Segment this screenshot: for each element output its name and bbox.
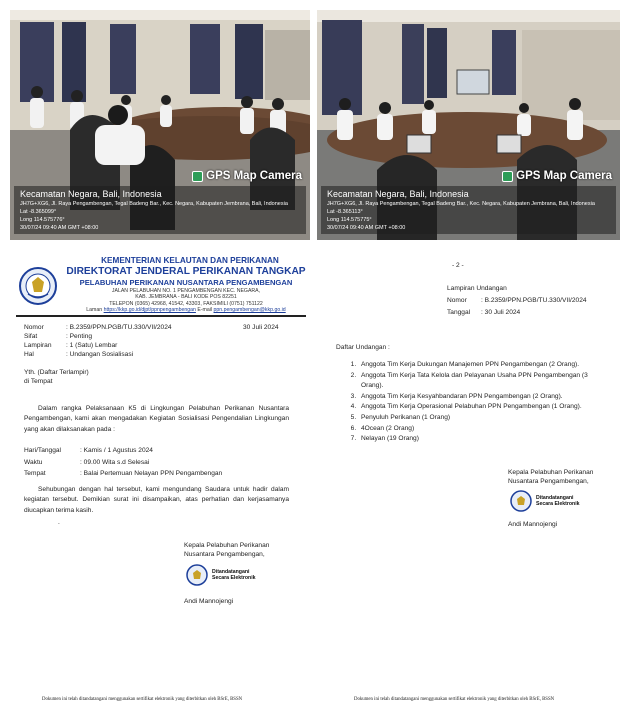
esign-footer-note: Dokumen ini telah ditandatangani menggunakan sertifikat elektronik yang diterbitkan oleh BSrE, BSSN bbox=[42, 697, 243, 702]
meeting-photo-right bbox=[317, 10, 620, 240]
gps-long: Long 114.575776° bbox=[20, 217, 65, 223]
gps-lat: Lat -8.365099° bbox=[20, 209, 57, 215]
meta-value: : B.2359/PPN.PGB/TU.330/VII/2024 bbox=[66, 324, 172, 331]
gps-address: JH7G+XG6, Jl. Raya Pengambengan, Tegal Badeng Bar., Kec. Negara, Kabupaten Jembrana, Bali, Indonesia bbox=[20, 201, 288, 207]
gps-camera-icon bbox=[502, 171, 513, 182]
schedule-value: : 09.00 Wita s.d Selesai bbox=[80, 459, 150, 466]
gps-datetime: 30/07/24 09:40 AM GMT +08:00 bbox=[327, 225, 406, 231]
meeting-photo-left bbox=[10, 10, 310, 240]
gps-info-overlay bbox=[14, 186, 306, 234]
gps-address: JH7G+XG6, Jl. Raya Pengambengan, Tegal Badeng Bar., Kec. Negara, Kabupaten Jembrana, Bali, Indonesia bbox=[327, 201, 595, 207]
stray-dot: . bbox=[58, 519, 60, 526]
invitee-item: 2. Anggota Tim Kerja Tata Kelola dan Pelayanan Usaha PPN Pengambengan (3 Orang). bbox=[358, 371, 606, 392]
schedule-label: Tempat bbox=[24, 470, 46, 477]
invitee-item: 6. 4Ocean (2 Orang) bbox=[358, 424, 606, 435]
invitee-item: 5. Penyuluh Perikanan (1 Orang) bbox=[358, 413, 606, 424]
phone-line: TELEPON (0365) 42968, 41542, 43303, FAKSIMILI (0751) 751122 bbox=[109, 300, 263, 307]
signer-name: Andi Mannojengi bbox=[508, 521, 558, 528]
meta-value: : Penting bbox=[66, 333, 93, 340]
invitee-item: 3. Anggota Tim Kerja Kesyahbandaran PPN Pengambengan (2 Orang). bbox=[358, 392, 606, 403]
signer-title-1: Kepala Pelabuhan Perikanan bbox=[184, 542, 270, 549]
esign-line-1: Ditandatangani bbox=[212, 568, 250, 575]
signer-title-2: Nusantara Pengambengan, bbox=[184, 551, 265, 558]
schedule-block bbox=[24, 446, 304, 480]
invitee-item: 7. Nelayan (19 Orang) bbox=[358, 434, 606, 445]
attachment-meta bbox=[447, 296, 617, 318]
electronic-signature-mark bbox=[186, 564, 256, 586]
gps-badge-label: GPS Map Camera bbox=[206, 170, 302, 182]
page-number: - 2 - bbox=[452, 262, 464, 269]
schedule-value: : Kamis / 1 Agustus 2024 bbox=[80, 447, 153, 454]
gps-info-overlay bbox=[321, 186, 616, 234]
meta-value: : Undangan Sosialisasi bbox=[66, 351, 134, 358]
gps-location: Kecamatan Negara, Bali, Indonesia bbox=[20, 189, 162, 199]
meta-value: : 30 Juli 2024 bbox=[481, 309, 521, 316]
website-link[interactable]: https://kkp.go.id/djpt/ppnpengambengan bbox=[103, 307, 196, 314]
schedule-value: : Balai Pertemuan Nelayan PPN Pengambengan bbox=[80, 470, 223, 477]
bsre-seal-icon bbox=[186, 564, 208, 586]
closing-paragraph: Sehubungan dengan hal tersebut, kami mengundang Saudara untuk hadir dalam kegiatan tersebut. Demikian surat ini disampaikan, atas perhatian dan kerjasamanya diucapkan terima kasih. bbox=[24, 486, 289, 514]
web-label: Laman bbox=[86, 307, 103, 314]
signer-title-2: Nusantara Pengambengan, bbox=[508, 478, 589, 485]
gps-location: Kecamatan Negara, Bali, Indonesia bbox=[327, 189, 469, 199]
esign-line-2: Secara Elektronik bbox=[212, 575, 256, 581]
address-line-2: KAB. JEMBRANA - BALI KODE POS 82251 bbox=[135, 294, 237, 301]
directorate-name: DIREKTORAT JENDERAL PERIKANAN TANGKAP bbox=[66, 266, 306, 277]
schedule-row bbox=[24, 446, 153, 456]
email-label: E-mail bbox=[197, 307, 213, 314]
gps-long: Long 114.575775° bbox=[327, 217, 372, 223]
meta-label: Lampiran bbox=[24, 342, 52, 349]
letter-date: 30 Juli 2024 bbox=[243, 324, 279, 331]
invitation-letter-page-1 bbox=[12, 250, 308, 712]
address-line-1: JALAN PELABUHAN NO. 1 PENGAMBENGAN KEC. NEGARA, bbox=[111, 288, 261, 294]
gps-datetime: 30/07/24 09:40 AM GMT +08:00 bbox=[20, 225, 99, 231]
meta-value: : B.2359/PPN.PGB/TU.330/VII/2024 bbox=[481, 297, 587, 304]
meta-row-hal bbox=[24, 350, 133, 360]
meta-label: Tanggal bbox=[447, 309, 471, 316]
schedule-row bbox=[24, 458, 149, 468]
invitation-letter-page-2 bbox=[322, 250, 620, 712]
kkp-logo-icon bbox=[18, 266, 58, 306]
gps-badge-label: GPS Map Camera bbox=[516, 170, 612, 182]
meta-label: Nomor bbox=[447, 297, 467, 304]
invitee-item: 4. Anggota Tim Kerja Operasional Pelabuhan PPN Pengambengan (1 Orang). bbox=[358, 402, 606, 413]
office-address bbox=[64, 288, 308, 314]
invitee-item: 1. Anggota Tim Kerja Dukungan Manajemen PPN Pengambengan (2 Orang). bbox=[358, 360, 606, 371]
esign-line-1: Ditandatangani bbox=[536, 494, 574, 501]
kop-divider bbox=[16, 315, 306, 317]
attachment-title: Lampiran Undangan bbox=[447, 285, 507, 292]
gps-camera-icon bbox=[192, 171, 203, 182]
meta-label: Hal bbox=[24, 351, 34, 358]
recipient-line: Yth. (Daftar Terlampir) bbox=[24, 369, 89, 376]
email-link[interactable]: ppn.pengambengan@kkp.go.id bbox=[213, 307, 286, 314]
gps-lat: Lat -8.365113° bbox=[327, 209, 363, 215]
meta-row-tanggal bbox=[447, 308, 520, 318]
invitee-list-title: Daftar Undangan : bbox=[336, 344, 390, 351]
meta-row-nomor bbox=[447, 296, 587, 306]
bsre-seal-icon bbox=[510, 490, 532, 512]
web-email-line bbox=[64, 307, 308, 313]
opening-paragraph: Dalam rangka Pelaksanaan K5 di Lingkungan Pelabuhan Perikanan Nusantara Pengambengan, kami akan mengadakan Kegiatan Sosialisasi Pengendalian Lingkungan yang akan dilaksanakan pada : bbox=[24, 405, 289, 433]
ministry-name: KEMENTERIAN KELAUTAN DAN PERIKANAN bbox=[101, 256, 279, 265]
esign-footer-note: Dokumen ini telah ditandatangani menggunakan sertifikat elektronik yang diterbitkan oleh BSrE, BSSN bbox=[354, 697, 555, 702]
signer-name: Andi Mannojengi bbox=[184, 598, 234, 605]
schedule-label: Hari/Tanggal bbox=[24, 447, 62, 454]
meta-label: Nomor bbox=[24, 324, 44, 331]
schedule-label: Waktu bbox=[24, 459, 43, 466]
meta-label: Sifat bbox=[24, 333, 38, 340]
recipient-place: di Tempat bbox=[24, 378, 53, 385]
meta-value: : 1 (Satu) Lembar bbox=[66, 342, 118, 349]
signer-title-1: Kepala Pelabuhan Perikanan bbox=[508, 469, 594, 476]
office-name: PELABUHAN PERIKANAN NUSANTARA PENGAMBENGAN bbox=[79, 278, 293, 287]
gps-map-camera-badge bbox=[502, 170, 612, 182]
gps-map-camera-badge bbox=[192, 170, 302, 182]
esign-line-2: Secara Elektronik bbox=[536, 501, 580, 507]
schedule-row bbox=[24, 469, 222, 479]
electronic-signature-mark bbox=[510, 490, 580, 512]
invitee-list bbox=[344, 360, 606, 445]
